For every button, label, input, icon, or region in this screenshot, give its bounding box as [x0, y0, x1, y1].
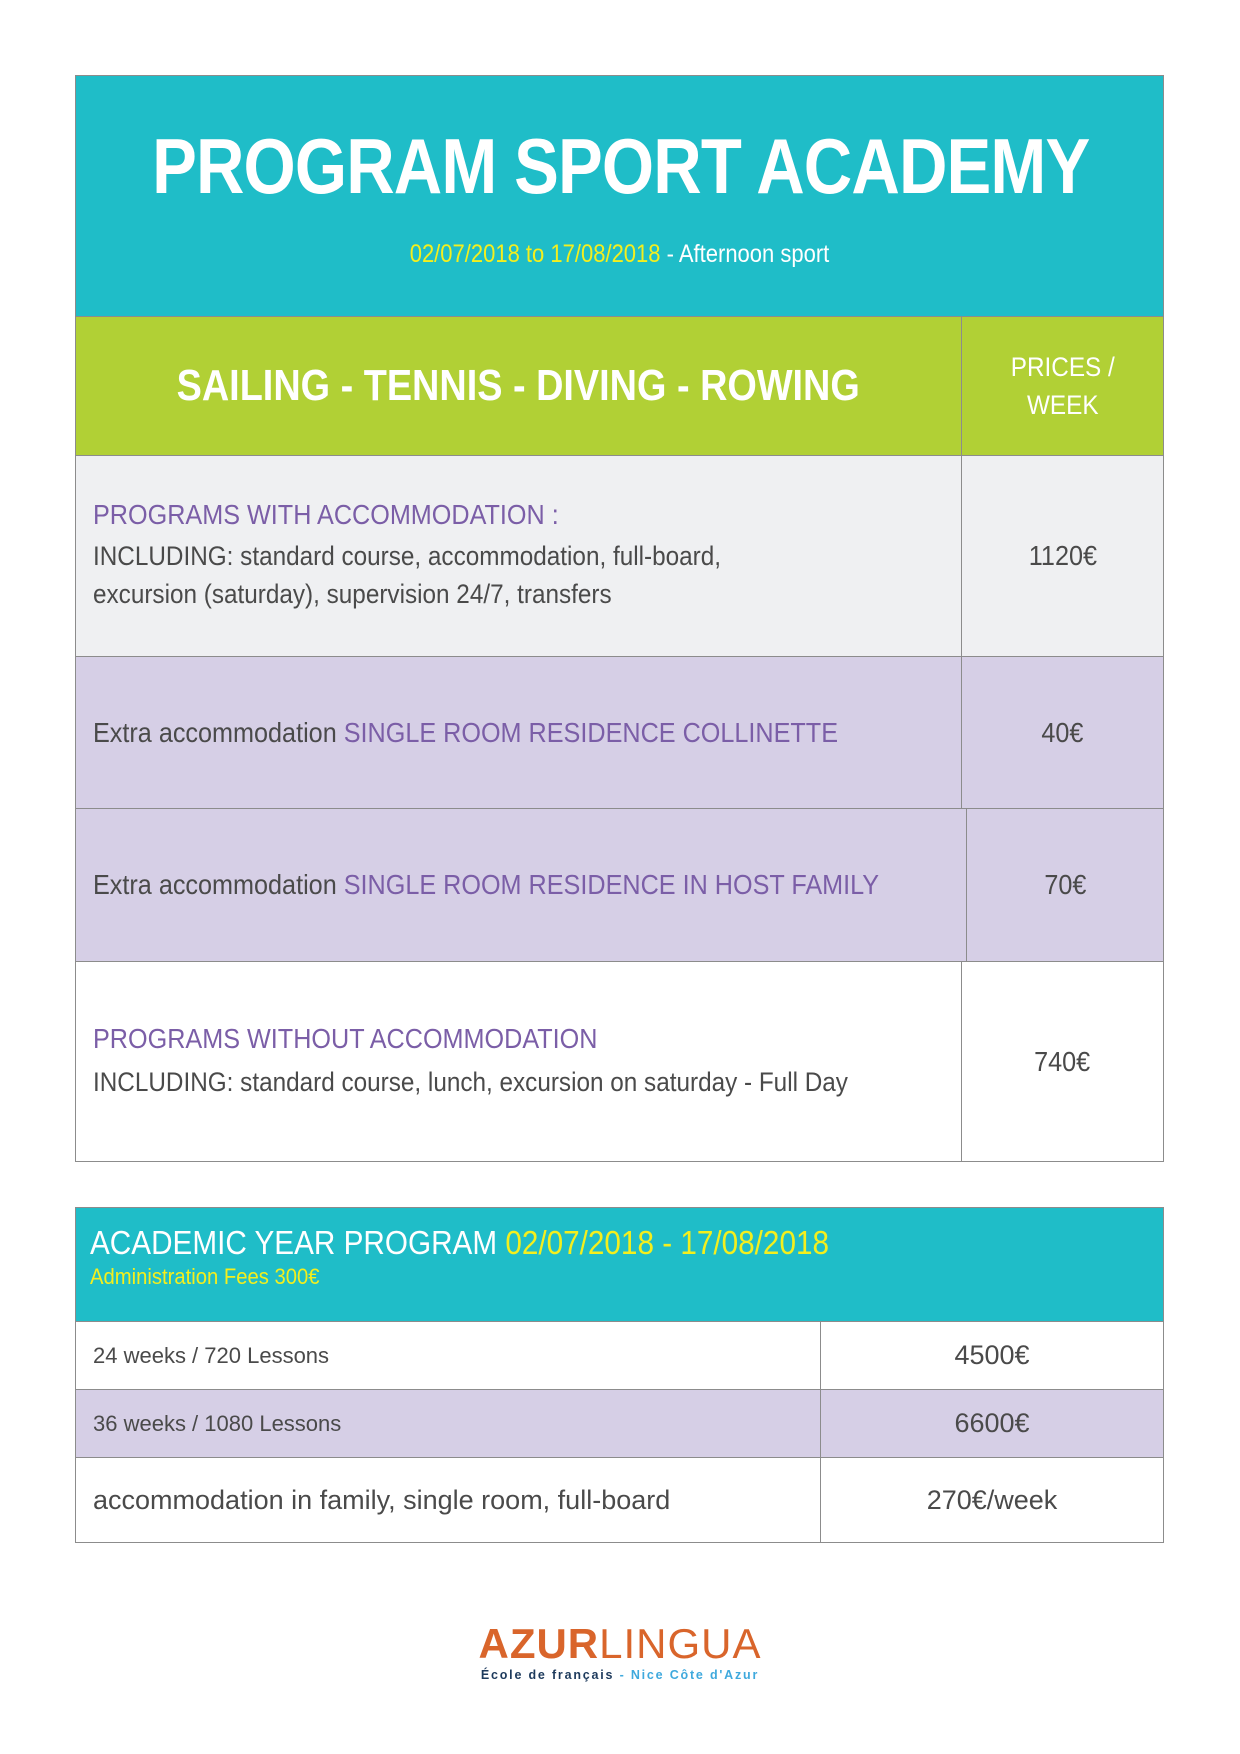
tagline-separator: - — [614, 1668, 631, 1682]
academic-program-table — [75, 1207, 1164, 1543]
row-title: PROGRAMS WITH ACCOMMODATION : — [93, 499, 559, 530]
program-dates — [141, 240, 1098, 269]
row-price-cell — [962, 456, 1163, 656]
row-label: accommodation in family, single room, full-board — [93, 1484, 671, 1515]
row-price: 70€ — [1044, 869, 1087, 900]
page-title: PROGRAM SPORT ACADEMY — [152, 122, 1090, 210]
sports-header-row — [76, 317, 1163, 456]
row-price: 4500€ — [954, 1340, 1030, 1370]
row-prefix: Extra accommodation — [93, 716, 344, 748]
administration-fees: Administration Fees 300€ — [90, 1264, 320, 1289]
price-heading-line: PRICES / — [1010, 352, 1115, 382]
row-highlight: SINGLE ROOM RESIDENCE IN HOST FAMILY — [343, 869, 880, 900]
tagline-right: Nice Côte d'Azur — [630, 1668, 760, 1682]
row-description — [76, 1322, 821, 1389]
row-detail: INCLUDING: standard course, lunch, excursion on saturday - Full Day — [93, 1066, 848, 1097]
row-description — [76, 657, 962, 808]
academic-title-text: ACADEMIC YEAR PROGRAM — [90, 1224, 506, 1261]
program-schedule: - Afternoon sport — [660, 240, 830, 268]
row-price-cell — [821, 1458, 1163, 1542]
row-description — [76, 1390, 821, 1457]
azurlingua-logo — [0, 1622, 1240, 1682]
row-price-cell — [967, 809, 1163, 961]
row-description — [76, 1458, 821, 1542]
row-detail: INCLUDING: standard course, accommodation, full-board, — [93, 541, 722, 571]
row-description — [76, 809, 967, 961]
row-price-cell — [821, 1390, 1163, 1457]
date-to: 17/08/2018 — [550, 240, 661, 268]
row-price-cell — [821, 1322, 1163, 1389]
academic-header — [76, 1208, 1163, 1322]
date-to-word: to — [525, 240, 545, 268]
row-highlight: SINGLE ROOM RESIDENCE COLLINETTE — [343, 716, 839, 748]
row-price: 6600€ — [954, 1408, 1030, 1438]
sports-heading-cell — [76, 317, 962, 455]
sport-program-table — [75, 75, 1164, 1162]
row-price-cell — [962, 657, 1163, 808]
row-text — [93, 717, 874, 749]
logo-tagline — [0, 1668, 1240, 1682]
row-description — [76, 962, 962, 1161]
price-heading-cell — [962, 317, 1163, 455]
table-row — [76, 809, 1163, 962]
row-prefix: Extra accommodation — [93, 869, 344, 900]
table-row — [76, 962, 1163, 1161]
row-title: PROGRAMS WITHOUT ACCOMMODATION — [93, 1022, 598, 1054]
table-row — [76, 1390, 1163, 1458]
price-column-heading — [1011, 348, 1115, 424]
price-heading-line: WEEK — [1026, 390, 1099, 420]
table-row — [76, 456, 1163, 657]
table-row — [76, 657, 1163, 809]
row-price-cell — [962, 962, 1163, 1161]
logo-brand-light: LINGUA — [599, 1620, 762, 1667]
sports-heading: SAILING - TENNIS - DIVING - ROWING — [176, 361, 861, 410]
program-header — [76, 76, 1163, 317]
row-price: 270€/week — [926, 1484, 1058, 1515]
table-row — [76, 1458, 1163, 1542]
row-label: 36 weeks / 1080 Lessons — [93, 1410, 342, 1436]
logo-brand-bold: AZUR — [478, 1620, 600, 1667]
date-from: 02/07/2018 — [409, 240, 520, 268]
row-label: 24 weeks / 720 Lessons — [93, 1342, 330, 1368]
row-detail: excursion (saturday), supervision 24/7, transfers — [93, 579, 612, 609]
academic-dates: 02/07/2018 - 17/08/2018 — [505, 1224, 830, 1261]
row-price: 740€ — [1034, 1045, 1091, 1077]
row-price: 1120€ — [1028, 540, 1097, 571]
tagline-left: École de français — [480, 1668, 615, 1682]
academic-title — [90, 1224, 829, 1262]
row-description — [76, 456, 962, 656]
row-text — [93, 869, 879, 901]
row-price: 40€ — [1041, 716, 1084, 748]
table-row — [76, 1322, 1163, 1390]
logo-wordmark — [0, 1622, 1240, 1666]
